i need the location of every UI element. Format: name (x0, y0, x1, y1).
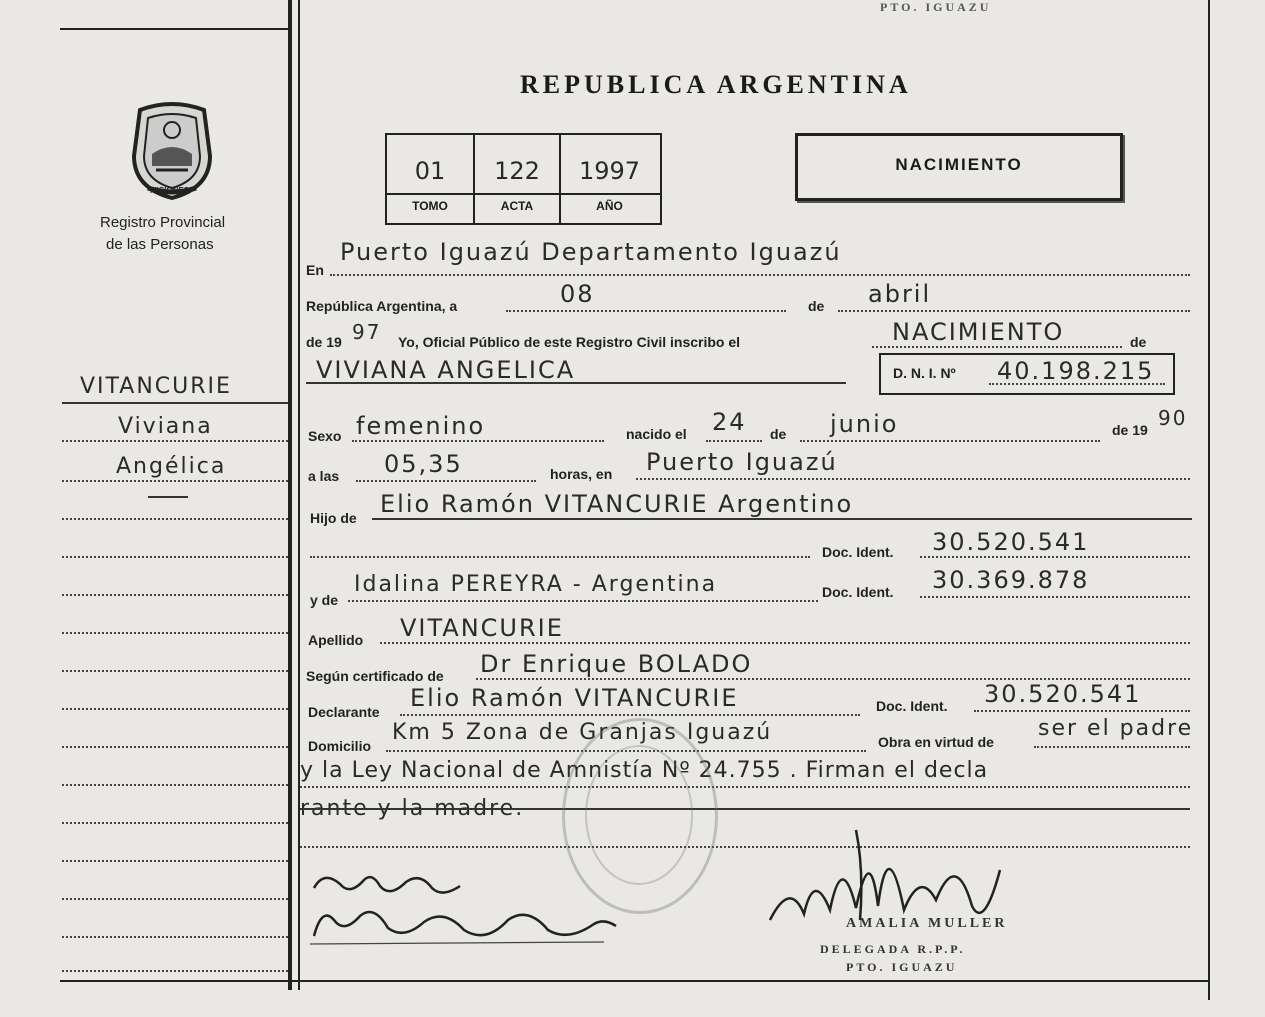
place-value: Puerto Iguazú Departamento Iguazú (340, 238, 842, 266)
country-title: REPUBLICA ARGENTINA (520, 70, 912, 99)
person-name: VIVIANA ANGELICA (316, 356, 576, 384)
name-line (306, 382, 846, 384)
margin-rule (62, 898, 288, 900)
margin-underline (148, 496, 188, 498)
margin-rule (62, 440, 288, 442)
act-type: NACIMIENTO (895, 155, 1023, 174)
margin-given-name-2: Angélica (116, 454, 227, 479)
sexo-value: femenino (356, 412, 486, 440)
margin-rule (62, 402, 288, 404)
declarante-value: Elio Ramón VITANCURIE (410, 684, 739, 712)
margin-rule (62, 556, 288, 558)
ano-cell (561, 135, 658, 223)
sexo-line (352, 440, 604, 442)
ano-label: AÑO (596, 199, 623, 213)
hijo-label: Hijo de (310, 510, 357, 526)
apellido-line (380, 642, 1190, 644)
margin-rule (62, 632, 288, 634)
de-label-3: de (770, 426, 787, 442)
birth-day-line (706, 440, 762, 442)
dni-value: 40.198.215 (997, 357, 1155, 385)
birth-month-line (800, 440, 1100, 442)
doc-label-declarante: Doc. Ident. (876, 698, 948, 714)
dni-label: D. N. I. Nº (893, 365, 956, 381)
birth-place-line (636, 478, 1190, 480)
margin-rule (62, 970, 288, 972)
declarante-doc-line (974, 710, 1190, 712)
left-column-divider-inner (298, 0, 300, 990)
month-value: abril (868, 280, 932, 308)
margin-rule (62, 518, 288, 520)
official-seal-inner (585, 745, 693, 885)
acta-cell (475, 135, 561, 223)
note-line-1: y la Ley Nacional de Amnistía Nº 24.755 . Firman el decla (300, 758, 989, 783)
margin-rule (62, 822, 288, 824)
year-suffix: 97 (352, 320, 382, 344)
father-line (372, 518, 1192, 520)
record-box-divider (387, 193, 660, 195)
apellido-value: VITANCURIE (400, 614, 564, 642)
birth-day: 24 (712, 408, 747, 436)
bottom-border (60, 980, 1210, 982)
margin-given-name-1: Viviana (118, 414, 213, 439)
doc-label-mother: Doc. Ident. (822, 584, 894, 600)
registry-statement: Yo, Oficial Público de este Registro Civil inscribo el (398, 334, 741, 350)
margin-rule (62, 746, 288, 748)
mother-signature (304, 900, 624, 950)
ano-value: 1997 (578, 157, 641, 185)
dni-line (989, 383, 1165, 385)
tomo-label: TOMO (412, 199, 448, 213)
tomo-value: 01 (414, 157, 446, 185)
note-line-2: rante y la madre. (300, 796, 525, 821)
obra-label: Obra en virtud de (878, 734, 994, 750)
birth-month: junio (830, 410, 899, 438)
father-doc-line (920, 556, 1190, 558)
left-top-rule (60, 28, 288, 30)
official-place: PTO. IGUAZU (846, 960, 958, 974)
dni-box (879, 353, 1175, 395)
act-line (872, 346, 1122, 348)
margin-rule (62, 708, 288, 710)
mother-doc-line (920, 596, 1190, 598)
year-prefix: de 19 (306, 334, 342, 350)
yde-label: y de (310, 592, 339, 608)
provincial-seal-icon (126, 96, 218, 200)
acta-value: 122 (494, 157, 540, 185)
mother-line (348, 600, 818, 602)
margin-rule (62, 594, 288, 596)
acta-label: ACTA (500, 199, 534, 213)
certificado-label: Según certificado de (306, 668, 444, 684)
declarante-line (400, 714, 860, 716)
tomo-cell (387, 135, 475, 223)
birth-year-suffix: 90 (1158, 406, 1188, 430)
margin-surname: VITANCURIE (80, 374, 232, 399)
de-label: de (808, 298, 825, 314)
en-label: En (306, 262, 324, 278)
record-number-box (385, 133, 662, 225)
mother-value: Idalina PEREYRA - Argentina (354, 572, 718, 597)
declarante-doc: 30.520.541 (984, 680, 1142, 708)
certificado-value: Dr Enrique BOLADO (480, 650, 753, 678)
left-column-divider (288, 0, 292, 990)
horas-label: horas, en (550, 466, 613, 482)
birth-year-prefix: de 19 (1112, 422, 1148, 438)
birth-time-line (356, 480, 536, 482)
apellido-label: Apellido (308, 632, 364, 648)
father-value: Elio Ramón VITANCURIE Argentino (380, 490, 854, 518)
margin-rule (62, 480, 288, 482)
father-doc: 30.520.541 (932, 528, 1090, 556)
note-rule-3 (300, 846, 1190, 848)
day-line (506, 310, 786, 312)
republic-label: República Argentina, a (306, 298, 458, 314)
sexo-label: Sexo (308, 428, 342, 444)
month-line (838, 310, 1190, 312)
domicilio-value: Km 5 Zona de Granjas Iguazú (392, 720, 773, 745)
official-name: AMALIA MULLER (846, 916, 1008, 931)
de-label-2: de (1130, 334, 1147, 350)
registry-name-line-2: de las Personas (106, 236, 214, 253)
seal-caption: MISIONES (150, 186, 190, 195)
domicilio-label: Domicilio (308, 738, 372, 754)
margin-rule (62, 860, 288, 862)
note-rule-1 (300, 786, 1190, 788)
doc-label-father: Doc. Ident. (822, 544, 894, 560)
margin-rule (62, 784, 288, 786)
alas-label: a las (308, 468, 340, 484)
act-type-box (795, 133, 1123, 201)
right-border (1208, 0, 1210, 1000)
obra-value: ser el padre (1038, 716, 1194, 741)
birth-time: 05,35 (384, 450, 463, 478)
nacido-label: nacido el (626, 426, 687, 442)
mother-doc: 30.369.878 (932, 566, 1090, 594)
official-role: DELEGADA R.P.P. (820, 942, 966, 956)
margin-rule (62, 936, 288, 938)
birth-place: Puerto Iguazú (646, 448, 838, 476)
declarante-label: Declarante (308, 704, 380, 720)
registry-name-line-1: Registro Provincial (100, 214, 226, 231)
note-rule-2 (300, 808, 1190, 810)
act-handwritten: NACIMIENTO (892, 318, 1065, 346)
father-line-2 (310, 556, 810, 558)
place-line (330, 274, 1190, 276)
top-stamp-fragment: PTO. IGUAZU (880, 0, 992, 14)
day-value: 08 (560, 280, 595, 308)
margin-rule (62, 670, 288, 672)
obra-line (1034, 746, 1190, 748)
